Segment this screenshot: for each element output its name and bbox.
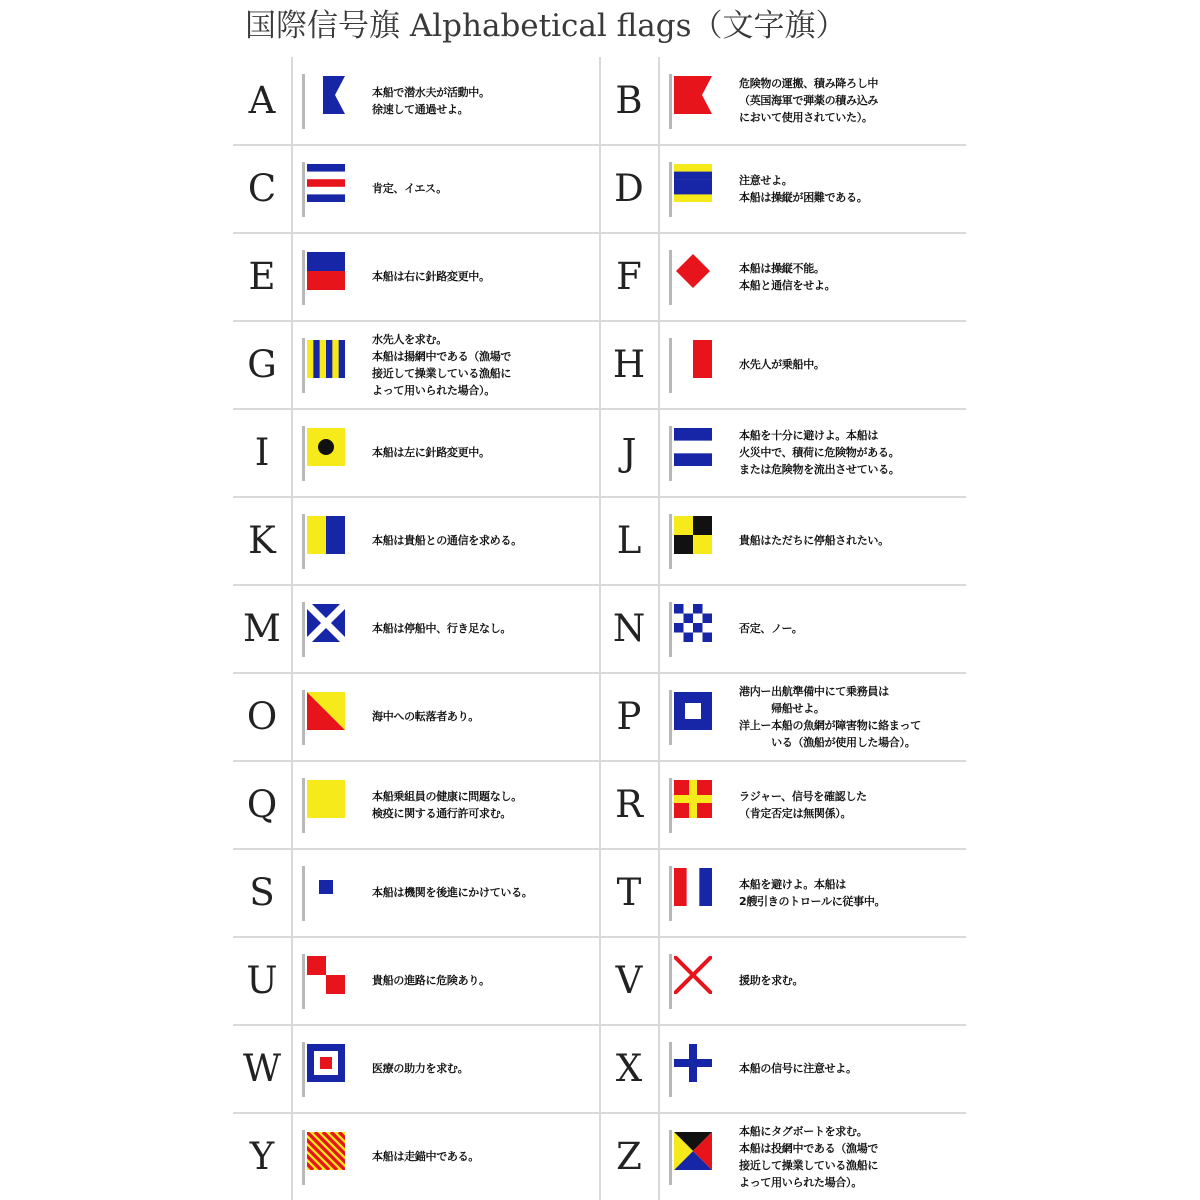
flag-letter: K	[248, 519, 276, 562]
flagpole	[669, 162, 672, 217]
flag-e-icon	[299, 233, 359, 320]
flag-letter: V	[615, 959, 643, 1002]
page-title: 国際信号旗 Alphabetical flags（文字旗）	[245, 8, 847, 44]
flag-letter: W	[242, 1047, 282, 1090]
flagpole	[669, 866, 672, 921]
flagpole	[669, 690, 672, 745]
flag-row-z	[600, 1113, 966, 1200]
flag-meaning: 医療の助力を求む。	[372, 1062, 469, 1075]
flag-y-icon	[299, 1113, 359, 1200]
flagpole	[302, 74, 305, 129]
flagpole	[302, 690, 305, 745]
signal-flag-k	[307, 516, 345, 554]
flag-row-t	[600, 849, 966, 936]
flagpole	[669, 954, 672, 1009]
flag-row-n	[600, 585, 966, 672]
flag-l-icon	[666, 497, 726, 584]
flag-letter: O	[246, 695, 278, 738]
flag-row-l	[600, 497, 966, 584]
flagpole	[302, 162, 305, 217]
flag-row-r	[600, 761, 966, 848]
flag-letter: B	[615, 79, 643, 122]
flag-meaning: 本船の信号に注意せよ。	[739, 1062, 857, 1075]
signal-flag-a	[307, 76, 345, 114]
flag-letter: G	[247, 343, 277, 386]
flag-s-icon	[299, 849, 359, 936]
flagpole	[302, 1042, 305, 1097]
flag-letter: Q	[246, 783, 278, 826]
flag-meaning: 本船は貴船との通信を求める。	[372, 534, 522, 547]
flag-table	[233, 57, 966, 1200]
flagpole	[302, 338, 305, 393]
flag-letter: A	[248, 79, 276, 122]
flag-c-icon	[299, 145, 359, 232]
flagpole	[669, 426, 672, 481]
flag-meaning: ラジャー、信号を確認した （肯定否定は無関係）。	[739, 789, 867, 820]
signal-flag-g	[307, 340, 345, 378]
flag-meaning: 貴船はただちに停船されたい。	[739, 534, 889, 547]
flag-row-q	[233, 761, 599, 848]
flag-m-icon	[299, 585, 359, 672]
flag-meaning: 本船で潜水夫が活動中。 徐速して通過せよ。	[372, 85, 490, 116]
flag-meaning: 肯定、イエス。	[372, 182, 447, 195]
flag-meaning: 本船乗組員の健康に問題なし。 検疫に関する通行許可求む。	[372, 789, 522, 820]
flag-letter: M	[243, 607, 281, 650]
flag-letter: T	[616, 871, 642, 914]
flagpole	[302, 426, 305, 481]
signal-flag-f	[674, 252, 712, 290]
flagpole	[302, 514, 305, 569]
flag-meaning: 本船は右に針路変更中。	[372, 270, 490, 283]
flag-meaning: 本船を避けよ。本船は 2艘引きのトロールに従事中。	[739, 877, 886, 908]
signal-flag-z	[674, 1132, 712, 1170]
flagpole	[302, 1130, 305, 1185]
flagpole	[302, 866, 305, 921]
flag-row-x	[600, 1025, 966, 1112]
flag-letter: J	[621, 431, 637, 474]
signal-flag-b	[674, 76, 712, 114]
flag-x-icon	[666, 1025, 726, 1112]
signal-flag-v	[674, 956, 712, 994]
flag-meaning: 本船を十分に避けよ。本船は 火災中で、積荷に危険物がある。 または危険物を流出させている。	[739, 429, 900, 476]
signal-flag-o	[307, 692, 345, 730]
flag-t-icon	[666, 849, 726, 936]
signal-flag-d	[674, 164, 712, 202]
signal-flag-e	[307, 252, 345, 290]
flagpole	[302, 250, 305, 305]
flag-meaning: 注意せよ。 本船は操縦が困難である。	[739, 173, 868, 204]
signal-flag-i	[307, 428, 345, 466]
flag-row-u	[233, 937, 599, 1024]
signal-flag-h	[674, 340, 712, 378]
signal-flag-l	[674, 516, 712, 554]
flag-letter: C	[247, 167, 277, 210]
signal-flag-q	[307, 780, 345, 818]
flag-a-icon	[299, 57, 359, 144]
flag-i-icon	[299, 409, 359, 496]
signal-flag-u	[307, 956, 345, 994]
flag-row-i	[233, 409, 599, 496]
flagpole	[669, 778, 672, 833]
flag-letter: Z	[616, 1135, 642, 1178]
flag-letter: H	[612, 343, 646, 386]
flag-letter: E	[248, 255, 276, 298]
flag-g-icon	[299, 321, 359, 408]
signal-flag-s	[307, 868, 345, 906]
signal-flag-j	[674, 428, 712, 466]
signal-flag-t	[674, 868, 712, 906]
signal-flag-p	[674, 692, 712, 730]
flag-meaning: 援助を求む。	[739, 974, 804, 987]
flagpole	[669, 1130, 672, 1185]
flagpole	[302, 954, 305, 1009]
flag-row-w	[233, 1025, 599, 1112]
flag-z-icon	[666, 1113, 726, 1200]
flag-k-icon	[299, 497, 359, 584]
flag-row-k	[233, 497, 599, 584]
flag-letter: D	[614, 167, 644, 210]
flagpole	[669, 602, 672, 657]
flag-w-icon	[299, 1025, 359, 1112]
flag-row-v	[600, 937, 966, 1024]
flag-f-icon	[666, 233, 726, 320]
flag-meaning: 本船は操縦不能。 本船と通信をせよ。	[739, 261, 836, 292]
signal-flag-c	[307, 164, 345, 202]
flag-row-b	[600, 57, 966, 144]
signal-flag-x	[674, 1044, 712, 1082]
signal-flag-y	[307, 1132, 345, 1170]
flag-row-h	[600, 321, 966, 408]
flag-letter: N	[612, 607, 646, 650]
flag-meaning: 本船は機関を後進にかけている。	[372, 886, 533, 899]
flag-letter: P	[616, 695, 642, 738]
flag-j-icon	[666, 409, 726, 496]
flag-q-icon	[299, 761, 359, 848]
flagpole	[669, 74, 672, 129]
flag-meaning: 危険物の運搬、積み降ろし中 （英国海軍で弾薬の積み込み において使用されていた）。	[739, 77, 879, 124]
flag-o-icon	[299, 673, 359, 760]
flag-row-p	[600, 673, 966, 760]
flag-n-icon	[666, 585, 726, 672]
flagpole	[302, 778, 305, 833]
flag-meaning: 水先人を求む。 本船は揚網中である（漁場で 接近して操業している漁船に よって用いられた場合）。	[372, 332, 512, 397]
signal-flag-w	[307, 1044, 345, 1082]
flag-meaning: 海中への転落者あり。	[372, 710, 479, 723]
flag-v-icon	[666, 937, 726, 1024]
flagpole	[669, 1042, 672, 1097]
flag-letter: F	[616, 255, 642, 298]
flag-d-icon	[666, 145, 726, 232]
flag-row-d	[600, 145, 966, 232]
flag-row-g	[233, 321, 599, 408]
flag-h-icon	[666, 321, 726, 408]
flag-row-m	[233, 585, 599, 672]
flag-r-icon	[666, 761, 726, 848]
signal-flag-n	[674, 604, 712, 642]
flag-meaning: 貴船の進路に危険あり。	[372, 974, 490, 987]
flag-meaning: 本船は左に針路変更中。	[372, 446, 490, 459]
flag-meaning: 水先人が乗船中。	[739, 358, 825, 371]
flag-b-icon	[666, 57, 726, 144]
flag-letter: I	[254, 431, 270, 474]
flagpole	[669, 250, 672, 305]
flag-meaning: 否定、ノー。	[739, 622, 803, 635]
flag-letter: X	[615, 1047, 643, 1090]
flag-row-c	[233, 145, 599, 232]
flag-row-a	[233, 57, 599, 144]
flag-meaning: 本船にタグボートを求む。 本船は投網中である（漁場で 接近して操業している漁船に よって用いられた場合）。	[739, 1124, 879, 1189]
flag-meaning: 本船は停船中、行き足なし。	[372, 622, 512, 635]
flag-letter: U	[246, 959, 278, 1002]
flag-p-icon	[666, 673, 726, 760]
flag-meaning: 本船は走錨中である。	[372, 1150, 479, 1163]
flag-row-o	[233, 673, 599, 760]
flagpole	[669, 514, 672, 569]
flagpole	[669, 338, 672, 393]
flag-letter: L	[616, 519, 642, 562]
flag-letter: Y	[249, 1135, 275, 1178]
flag-meaning: 港内ー出航準備中にて乗務員は 帰船せよ。 洋上ー本船の魚網が障害物に絡まって いる（漁船が使用した場合）。	[739, 684, 921, 749]
flag-u-icon	[299, 937, 359, 1024]
flag-row-f	[600, 233, 966, 320]
flag-row-j	[600, 409, 966, 496]
flagpole	[302, 602, 305, 657]
flag-letter: R	[615, 783, 643, 826]
flag-row-y	[233, 1113, 599, 1200]
signal-flag-m	[307, 604, 345, 642]
flag-row-e	[233, 233, 599, 320]
flag-row-s	[233, 849, 599, 936]
signal-flag-r	[674, 780, 712, 818]
flag-letter: S	[249, 871, 275, 914]
